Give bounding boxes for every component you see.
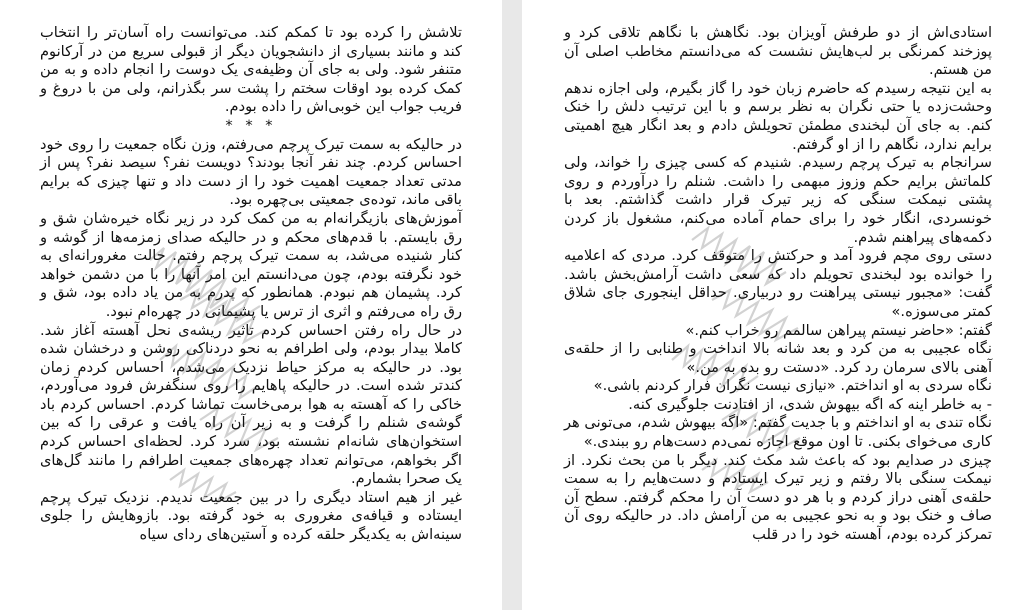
right-paragraph-8: - به خاطر اینه که اگه بیهوش شدی، از افتادنت جلوگیری کنه. bbox=[628, 395, 992, 413]
left-page bbox=[0, 0, 502, 610]
section-separator: * * * bbox=[225, 116, 277, 134]
page-gutter bbox=[502, 0, 522, 610]
right-paragraph-5: گفتم: «حاضر نیستم پیراهن سالمم رو خراب کنم.» bbox=[685, 321, 992, 339]
left-paragraph-4: در حال راه رفتن احساس کردم تاثیر ریشه‌ی نحل آهسته آغاز شد. کاملا بیدار بودم، ولی اطرافم به نحو دردناکی روشن و درخشان شده بود. در حالیکه به مرکز حیاط نزدیک می‌شدم، احساس کردم زمان کندتر شده است. در حالیکه پاهایم را روی سنگفرش فرود می‌آوردم، خاکی را که آهسته به هوا برمی‌خاست تماشا کردم. احساس کردم باد گوشه‌ی شنلم را گرفت و به زیر آن راه یافت و عرقی را که بین استخوان‌های شانه‌ام نشسته بود، سرد کرد. لحظه‌ای احساس کردم اگر بخواهم، می‌توانم تعداد چهره‌های جمعیت اطرافم را مانند گل‌های یک صحرا بشمارم. bbox=[40, 321, 462, 488]
left-page-text bbox=[40, 24, 462, 610]
right-paragraph-6: نگاه عجیبی به من کرد و بعد شانه بالا انداخت و طنابی را از حلقه‌ی آهنی بالای سرمان رد کرد. «دستت رو بده به من.» bbox=[564, 340, 992, 376]
right-paragraph-4: دستی روی مچم فرود آمد و حرکتش را متوقف کرد. مردی که اعلامیه را خوانده بود لبخندی تحویلم داد که سعی داشت آرامش‌بخش باشد. گفت: «مجبور نیستی پیراهنت رو دربیاری. حداقل اینجوری جای شلاق کمتر می‌سوزه.» bbox=[564, 247, 992, 320]
right-page-text bbox=[564, 24, 992, 610]
left-paragraph-1: تلاشش را کرده بود تا کمکم کند. می‌توانست راه آسان‌تر را انتخاب کند و مانند بسیاری از دانشجویان دیگر از قبولی سریع من در آرکانوم متنفر شود. ولی به جای آن وظیفه‌ی یک دوست را انجام داده و به من کمک کرده بود اوقات سختم را پشت سر بگذرانم، ولی من با دروغ و فریب جواب این خوبی‌اش را داده بودم. bbox=[40, 24, 462, 116]
right-page bbox=[522, 0, 1024, 610]
right-paragraph-9: نگاه تندی به او انداختم و با جدیت گفتم: «اگه بیهوش شدم، می‌تونی هر کاری می‌خوای بکنی. تا اون موقع اجازه نمی‌دم دست‌هام رو ببندی.» bbox=[564, 414, 992, 451]
right-paragraph-2: به این نتیجه رسیدم که حاضرم زبان خود را گاز بگیرم، ولی اجازه ندهم وحشت‌زده یا حتی نگران به نظر برسم و با این ترتیب دلش را خنک کنم. به جای آن لبخندی مطمئن تحویلش دادم و بعد انگار هیچ اهمیتی برایم ندارد، نگاهم را از او گرفتم. bbox=[564, 79, 992, 153]
left-paragraph-3: آموزش‌های بازیگرانه‌ام به من کمک کرد در زیر نگاه خیره‌شان شق و رق بایستم. با قدم‌های محکم و در حالیکه صدای زمزمه‌ها از گوشه و کنار شنیده می‌شد، به سمت تیرک پرچم رفتم. حالت مغرورانه‌ای به خود نگرفته بودم، چون می‌دانستم این امر آنها را با من دشمن خواهد کرد. پشیمان هم نبودم. همانطور که پدرم به من یاد داده بود، شق و رق راه می‌رفتم و اثری از ترس یا پشیمانی در چهره‌ام نبود. bbox=[40, 209, 462, 320]
left-paragraph-2: در حالیکه به سمت تیرک پرچم می‌رفتم، وزن نگاه جمعیت را روی خود احساس کردم. چند نفر آنجا بودند؟ دویست نفر؟ سیصد نفر؟ پس از مدتی تعداد جمعیت اهمیت خود را از دست داد و تنها چیزی که برایم باقی ماند، توده‌ی جمعیتی بی‌چهره بود. bbox=[40, 135, 462, 209]
right-paragraph-3: سرانجام به تیرک پرچم رسیدم. شنیدم که کسی چیزی را خواند، ولی کلماتش برایم حکم وزوز مبهمی را داشت. شنلم را درآوردم و روی پشتی نیمکت سنگی که زیر تیرک قرار داشت گذاشتم. بعد با خونسردی، انگار خود را برای حمام آماده می‌کنم، مشغول باز کردن دکمه‌های پیراهنم شدم. bbox=[564, 154, 992, 246]
right-paragraph-7: نگاه سردی به او انداختم. «نیازی نیست نگران فرار کردنم باشی.» bbox=[593, 377, 992, 395]
left-paragraph-5: غیر از هیم استاد دیگری را در بین جمعیت ندیدم. نزدیک تیرک پرچم ایستاده و قیافه‌ی مغروری به خود گرفته بود. بازوهایش را جلوی سینه‌اش به یکدیگر حلقه کرده و آستین‌های ردای سیاه bbox=[40, 488, 462, 544]
right-paragraph-10: چیزی در صدایم بود که باعث شد مکث کند. دیگر با من بحث نکرد. از نیمکت سنگی بالا رفتم و زیر تیرک ایستادم و دست‌هایم را به سمت حلقه‌ی آهنی دراز کردم و با هر دو دست آن را محکم گرفتم. سطح آن صاف و خنک بود و به نحو عجیبی به من آرامش داد. در حالیکه روی آن تمرکز کرده بودم، آهسته خود را در قلب bbox=[564, 451, 992, 544]
right-paragraph-1: استادی‌اش از دو طرفش آویزان بود. نگاهش با نگاهم تلاقی کرد و پوزخند کمرنگی بر لب‌هایش نشست که می‌دانستم مخاطب اصلی آن من هستم. bbox=[564, 24, 992, 79]
